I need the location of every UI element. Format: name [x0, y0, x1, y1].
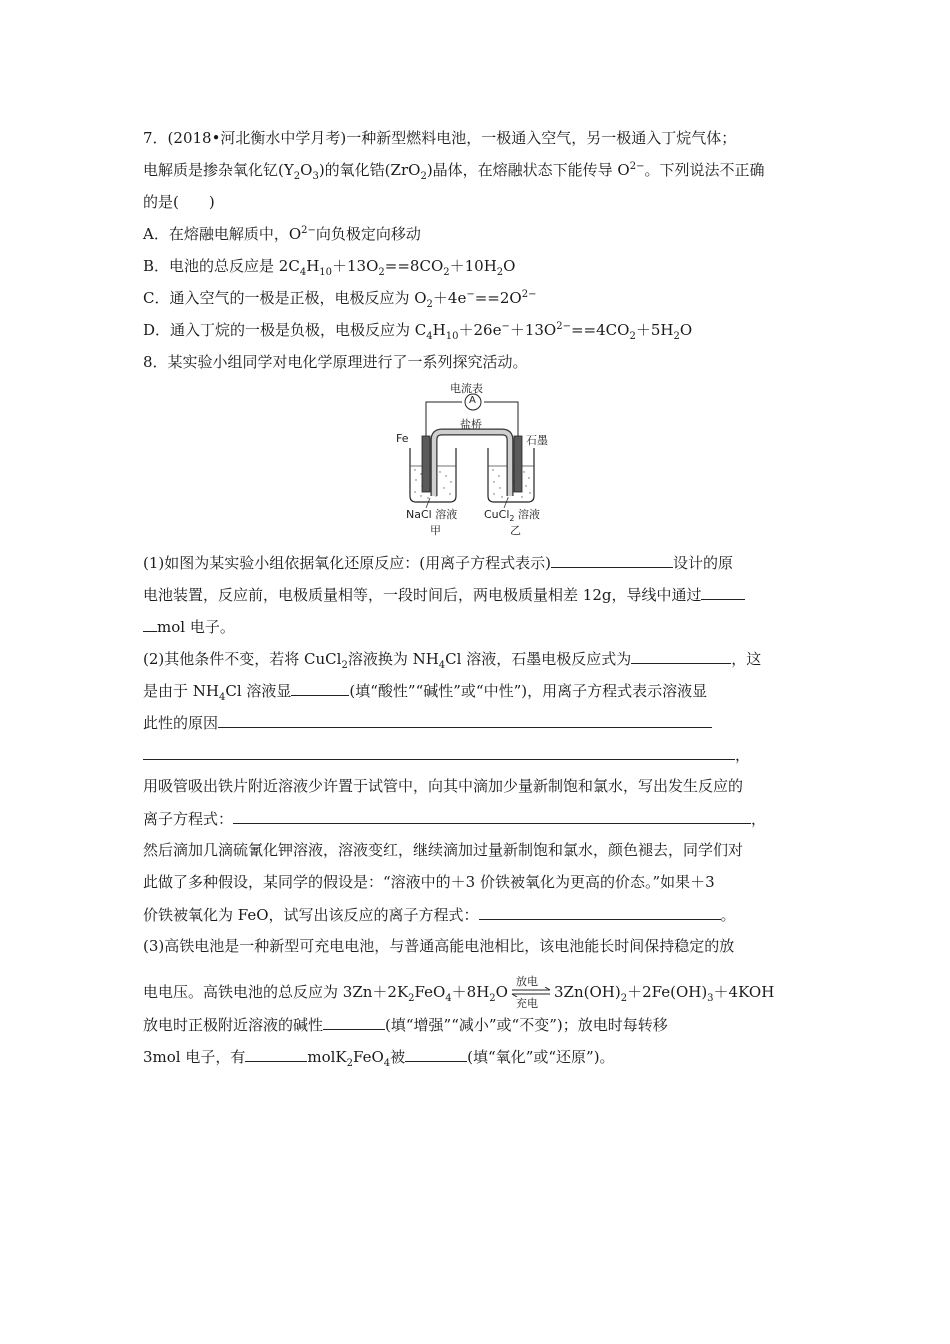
blank-fe-oxidation-reaction[interactable] — [479, 904, 721, 920]
q8-p2-line2: 是由于 $NH_4Cl$ 溶液显 (填“酸性”“碱性”或“中性”)，用离子方程式表示溶液显 — [143, 682, 708, 703]
q8-intro: 8．某实验小组同学对电化学原理进行了一系列探究活动。 — [143, 353, 528, 371]
q8-p2-line9: 价铁被氧化为 FeO，试写出该反应的离子方程式： 。 — [143, 906, 736, 924]
q8-p2-line5: 用吸管吸出铁片附近溶液少许置于试管中，向其中滴加少量新制饱和氯水，写出发生反应的 — [143, 777, 744, 795]
q7-option-c: C．通入空气的一极是正极，电极反应为 $O_2+4e^-==2O^{2-}$ — [143, 289, 537, 310]
q7-stem-line1: 7．(2018•河北衡水中学月考)一种新型燃料电池，一极通入空气，另一极通入丁烷气体； — [143, 129, 737, 147]
ammeter-label: 电流表 — [450, 382, 483, 395]
q8-p2-line4: ， — [143, 744, 823, 765]
blank-solution-acidity[interactable] — [291, 680, 349, 696]
graphite-label: 石墨 — [526, 434, 548, 447]
q8-p2-line7: 然后滴加几滴硫氰化钾溶液，溶液变红，继续滴加过量新制饱和氯水，颜色褪去，同学们对 — [143, 841, 744, 859]
right-solution-label: CuCl$_2$ 溶液 — [484, 508, 540, 524]
q8-p3-line3: 放电时正极附近溶液的碱性 (填“增强”“减小”或“不变”)；放电时每转移 — [143, 1016, 668, 1034]
blank-hydrolysis-reason-a[interactable] — [218, 712, 712, 728]
q8-p2-line8: 此做了多种假设，某同学的假设是：“溶液中的＋3 价铁被氧化为更高的价态。”如果＋3 — [143, 873, 715, 891]
blank-ionic-equation[interactable] — [551, 552, 673, 568]
blank-hydrolysis-reason-b[interactable] — [143, 744, 735, 760]
charge-label: 充电 — [515, 997, 538, 1010]
graphite-electrode — [514, 436, 522, 492]
q8-p3-line2: 电电压。高铁电池的总反应为 $3Zn+2K_2FeO_4+8H_2O$ 放电 充电 $3Zn(OH)_2+2Fe(OH)_3+4KOH$ — [143, 982, 823, 1003]
ammeter-symbol: A — [469, 395, 476, 406]
q7-option-b: B．电池的总反应是 $2C_4H_{10}+13O_2==8CO_2+10H_2O$ — [143, 257, 516, 278]
q8-p2-line3: 此性的原因 — [143, 712, 823, 733]
galvanic-cell-diagram — [388, 378, 558, 538]
q7-option-d: D．通入丁烷的一极是负极，电极反应为 $C_4H_{10}+26e^-+13O^{2-}==4CO_2+5H_2O$ — [143, 321, 693, 342]
salt-bridge-label: 盐桥 — [460, 418, 482, 431]
reversible-arrow — [508, 975, 554, 1010]
blank-chlorine-reaction[interactable] — [233, 808, 751, 824]
q8-p2-line1: (2)其他条件不变，若将 CuCl$_2$溶液换为 $NH_4Cl$ 溶液，石墨电极反应式为 ，这 — [143, 650, 762, 671]
blank-oxidized-or-reduced[interactable] — [405, 1046, 467, 1062]
q7-option-a: A．在熔融电解质中，$O^{2-}$向负极定向移动 — [143, 225, 421, 243]
blank-alkalinity-change[interactable] — [323, 1014, 385, 1030]
left-cell-name: 甲 — [430, 524, 441, 537]
blank-k2feo4-mol[interactable] — [245, 1046, 307, 1062]
left-solution-label: NaCl 溶液 — [406, 508, 458, 521]
q8-p2-line6: 离子方程式： ， — [143, 810, 767, 828]
q8-p1-line2: 电池装置，反应前，电极质量相等，一段时间后，两电极质量相差 12g，导线中通过 — [143, 584, 823, 605]
q8-p3-line4: 3mol 电子，有 molK$_2$FeO$_4$被 (填“氧化”或“还原”)。 — [143, 1048, 615, 1069]
salt-bridge-inner — [434, 432, 510, 496]
discharge-label: 放电 — [515, 975, 538, 988]
blank-graphite-electrode-reaction[interactable] — [631, 648, 731, 664]
q8-p3-line1: (3)高铁电池是一种新型可充电电池，与普通高能电池相比，该电池能长时间保持稳定的放 — [143, 937, 735, 955]
fe-label: Fe — [396, 432, 409, 445]
salt-bridge-outer — [434, 432, 510, 496]
fe-electrode — [422, 436, 430, 492]
q7-stem-line3: 的是( ) — [143, 193, 215, 211]
q7-stem-line2: 电解质是掺杂氧化钇$(Y_2O_3)$的氧化锆(ZrO$_2$)晶体，在熔融状态下能传导 $O^{2-}$。下列说法不正确 — [143, 161, 765, 182]
q8-p1-line3: mol 电子。 — [143, 616, 823, 637]
blank-electron-mol-a[interactable] — [701, 584, 745, 600]
right-cell-name: 乙 — [510, 524, 521, 537]
q8-p1-line1: (1)如图为某实验小组依据氧化还原反应：(用离子方程式表示) 设计的原 — [143, 554, 733, 572]
blank-electron-mol-b[interactable] — [143, 616, 157, 632]
